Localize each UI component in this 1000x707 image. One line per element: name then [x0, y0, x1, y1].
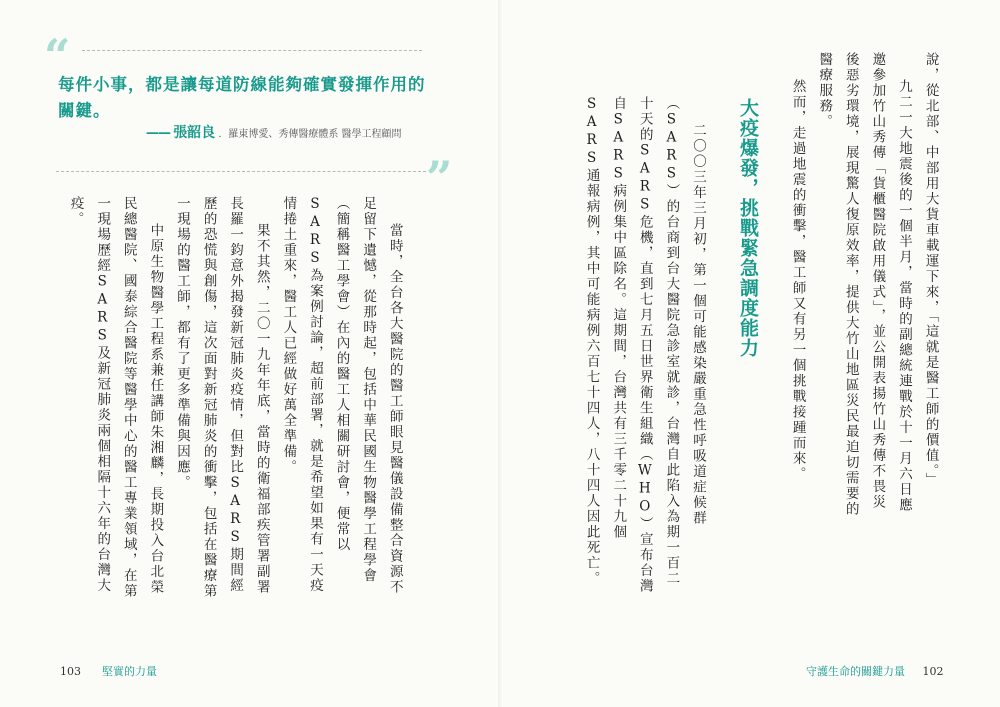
right-page-top-text	[784, 52, 944, 522]
running-title: 守護生命的關鍵力量	[806, 665, 905, 678]
body-paragraph: 然而，走過地震的衝擊，醫工師又有另一個挑戰接踵而來。	[789, 79, 806, 482]
left-page-footer	[60, 663, 157, 679]
body-paragraph: 說，從北部、中部用大貨車載運下來，「這就是醫工師的價值。」	[922, 52, 939, 488]
author-affiliation: ．羅東博愛、秀傳醫療體系 醫學工程顧問	[218, 129, 402, 140]
book-gutter	[498, 0, 502, 707]
quote-divider-top	[82, 50, 422, 51]
attribution-dash: ——	[146, 126, 170, 141]
right-page-footer	[806, 663, 943, 679]
quote-author: 張韶良	[173, 125, 216, 141]
quote-attribution	[146, 122, 446, 142]
pull-quote: 每件小事，都是讓每道防線能夠確實發揮作用的關鍵。	[58, 75, 426, 120]
close-quote-mark: ”	[426, 151, 453, 205]
left-page-body	[62, 196, 408, 602]
running-title: 堅實的力量	[101, 665, 157, 678]
right-page-body	[578, 96, 711, 596]
section-heading: 大疫爆發，挑戰緊急調度能力	[737, 98, 759, 358]
body-paragraph: 果不其然，二〇一九年年底，當時的衛福部疾管署副署長羅一鈞意外揭發新冠肺炎疫情，但對比SARS期間經歷的恐慌與創傷，這次面對新冠肺炎的衝擊，包括在醫療第一現場的醫工師，都有了更多準備與因應。	[173, 196, 270, 599]
body-paragraph: 當時，全台各大醫院的醫工師眼見醫儀設備整合資源不足留下遺憾，從那時起，包括中華民國生物醫學工程學會（簡稱醫工學會）在內的醫工人相關研討會，便常以SARS為案例討論，超前部署，就是希望如果有一天疫情捲土重來，醫工人已經做好萬全準備。	[280, 196, 403, 595]
quote-divider-bottom	[56, 171, 426, 172]
body-paragraph: 二〇〇三年三月初，第一個可能感染嚴重急性呼吸道症候群（SARS）的台商到台大醫院急診室就診，台灣自此陷入為期一百二十天的SARS危機，直到七月五日世界衛生組織（WHO）宣布台灣自SARS病例集中區除名。這期間，台灣共有三千零二十九個SARS通報病例，其中可能病例六百七十四人，八十四人因此死亡。	[583, 96, 706, 594]
body-paragraph: 中原生物醫學工程系兼任講師朱湘麟，長期投入台北榮民總醫院、國泰綜合醫院等醫學中心的醫工專業領域，在第一現場歷經SARS及新冠肺炎兩個相隔十六年的台灣大疫。	[67, 196, 164, 599]
page-number: 102	[922, 665, 944, 678]
page-number: 103	[60, 665, 81, 678]
open-quote-mark: “	[44, 29, 71, 83]
body-paragraph: 九二一大地震後的一個半月，當時的副總統連戰於十一月六日應邀參加竹山秀傳「貨櫃醫院啟用儀式」，並公開表揚竹山秀傳不畏災後惡劣環境，展現驚人復原效率，提供大竹山地區災民最迫切需要的醫療服務。	[816, 52, 912, 517]
